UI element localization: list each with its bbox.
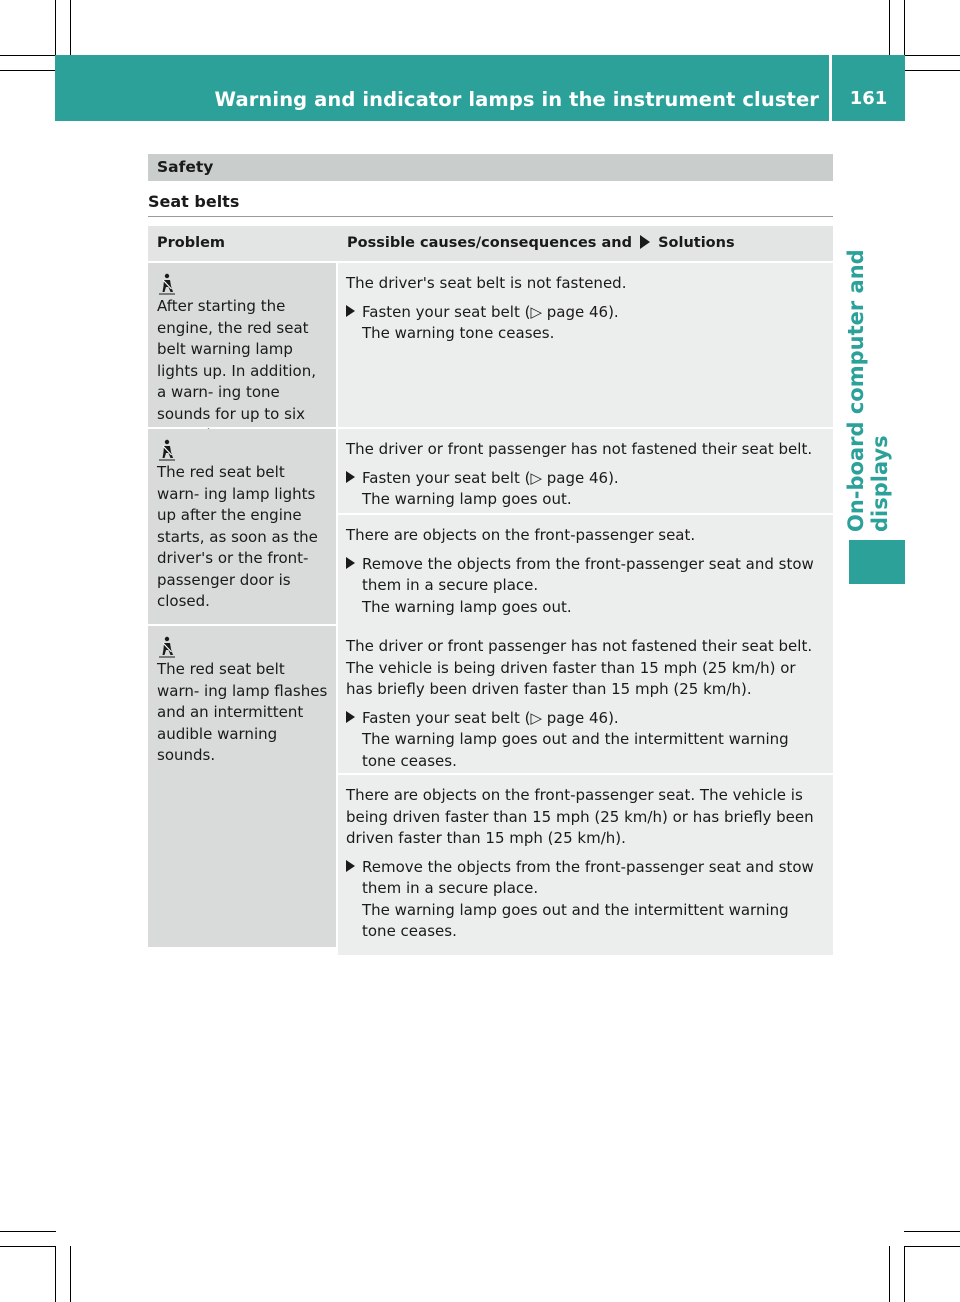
header-causes <box>338 226 833 261</box>
header-causes-text: Possible causes/consequences and <box>347 235 632 251</box>
causes-cell <box>338 263 833 427</box>
crop-mark <box>889 1246 890 1302</box>
table-header <box>148 226 833 261</box>
crop-mark <box>55 0 56 56</box>
action-text: Fasten your seat belt (▷ page 46). <box>362 708 619 727</box>
action-arrow-icon <box>346 708 362 773</box>
cause-block <box>338 263 833 427</box>
crop-mark <box>0 55 56 56</box>
result-text: The warning lamp goes out and the intermittent warning tone ceases. <box>362 730 789 770</box>
header-problem: Problem <box>157 235 226 251</box>
table-row <box>148 626 833 947</box>
action-item <box>346 468 825 511</box>
action-item <box>346 708 825 773</box>
crop-mark <box>70 0 71 56</box>
action-arrow-icon <box>346 554 362 619</box>
cause-text: The driver or front passenger has not fastened their seat belt. The vehicle is being driven faster than 15 mph (25 km/h) or has briefly been driven faster than 15 mph (25 km/h). <box>346 637 813 698</box>
side-tab-marker <box>849 540 905 584</box>
seatbelt-warning-icon <box>157 273 177 295</box>
crop-mark <box>904 0 905 56</box>
cause-text: The driver's seat belt is not fastened. <box>346 274 627 292</box>
action-item <box>346 554 825 619</box>
problem-text: The red seat belt warn- ing lamp flashes and an intermittent audible warning sounds. <box>157 660 328 764</box>
subsection-rule <box>148 216 833 217</box>
cause-text: There are objects on the front-passenger seat. <box>346 526 696 544</box>
crop-mark <box>0 70 56 71</box>
seatbelt-warning-icon <box>157 439 177 461</box>
action-arrow-icon <box>640 235 650 249</box>
cause-text: The driver or front passenger has not fastened their seat belt. <box>346 440 813 458</box>
page-header-title: Warning and indicator lamps in the instrument cluster <box>214 88 819 111</box>
crop-mark <box>889 0 890 56</box>
problem-text: The red seat belt warn- ing lamp lights up after the engine starts, as soon as the driver's or the front-passenger door is closed. <box>157 463 318 610</box>
causes-cell <box>338 626 833 947</box>
cause-block <box>338 626 833 773</box>
seatbelt-warning-icon <box>157 636 177 658</box>
warning-lamp-table <box>148 226 833 947</box>
action-text: Fasten your seat belt (▷ page 46). <box>362 302 619 321</box>
table-row <box>148 429 833 624</box>
section-header <box>148 154 833 181</box>
crop-mark <box>904 1246 905 1302</box>
crop-mark <box>904 1246 960 1247</box>
problem-cell <box>148 626 336 947</box>
result-text: The warning lamp goes out. <box>362 490 572 508</box>
action-arrow-icon <box>346 468 362 511</box>
cause-block <box>338 515 833 630</box>
cause-block <box>338 775 833 955</box>
header-solutions-text: Solutions <box>658 235 735 251</box>
action-arrow-icon <box>346 857 362 943</box>
crop-mark <box>0 1246 56 1247</box>
result-text: The warning tone ceases. <box>362 324 555 342</box>
problem-cell <box>148 429 336 624</box>
problem-text: After starting the engine, the red seat belt warning lamp lights up. In addition, a warn- ing tone sounds for up to six <box>157 297 316 423</box>
action-arrow-icon <box>346 302 362 345</box>
causes-cell <box>338 429 833 624</box>
subsection-title: Seat belts <box>148 192 240 211</box>
action-item <box>346 302 825 345</box>
action-item <box>346 857 825 943</box>
crop-mark <box>904 55 960 56</box>
page-number: 161 <box>849 88 888 109</box>
action-text: Remove the objects from the front-passenger seat and stow them in a secure place. <box>362 554 814 594</box>
crop-mark <box>55 1246 56 1302</box>
table-row <box>148 263 833 427</box>
result-text: The warning lamp goes out. <box>362 597 572 616</box>
cause-text: There are objects on the front-passenger seat. The vehicle is being driven faster than 15 mph (25 km/h) or has briefly been driven faster than 15 mph (25 km/h). <box>346 786 814 847</box>
problem-cell <box>148 263 336 427</box>
cause-block <box>338 429 833 513</box>
crop-mark <box>70 1246 71 1302</box>
action-text: Fasten your seat belt (▷ page 46). <box>362 468 619 487</box>
action-text: Remove the objects from the front-passenger seat and stow them in a secure place. <box>362 857 814 897</box>
section-title: Safety <box>157 158 214 176</box>
crop-mark <box>904 1231 960 1232</box>
result-text: The warning lamp goes out and the intermittent warning tone ceases. <box>362 900 789 940</box>
side-tab-label: On-board computer and displays <box>844 249 892 532</box>
crop-mark <box>904 70 960 71</box>
crop-mark <box>0 1231 56 1232</box>
